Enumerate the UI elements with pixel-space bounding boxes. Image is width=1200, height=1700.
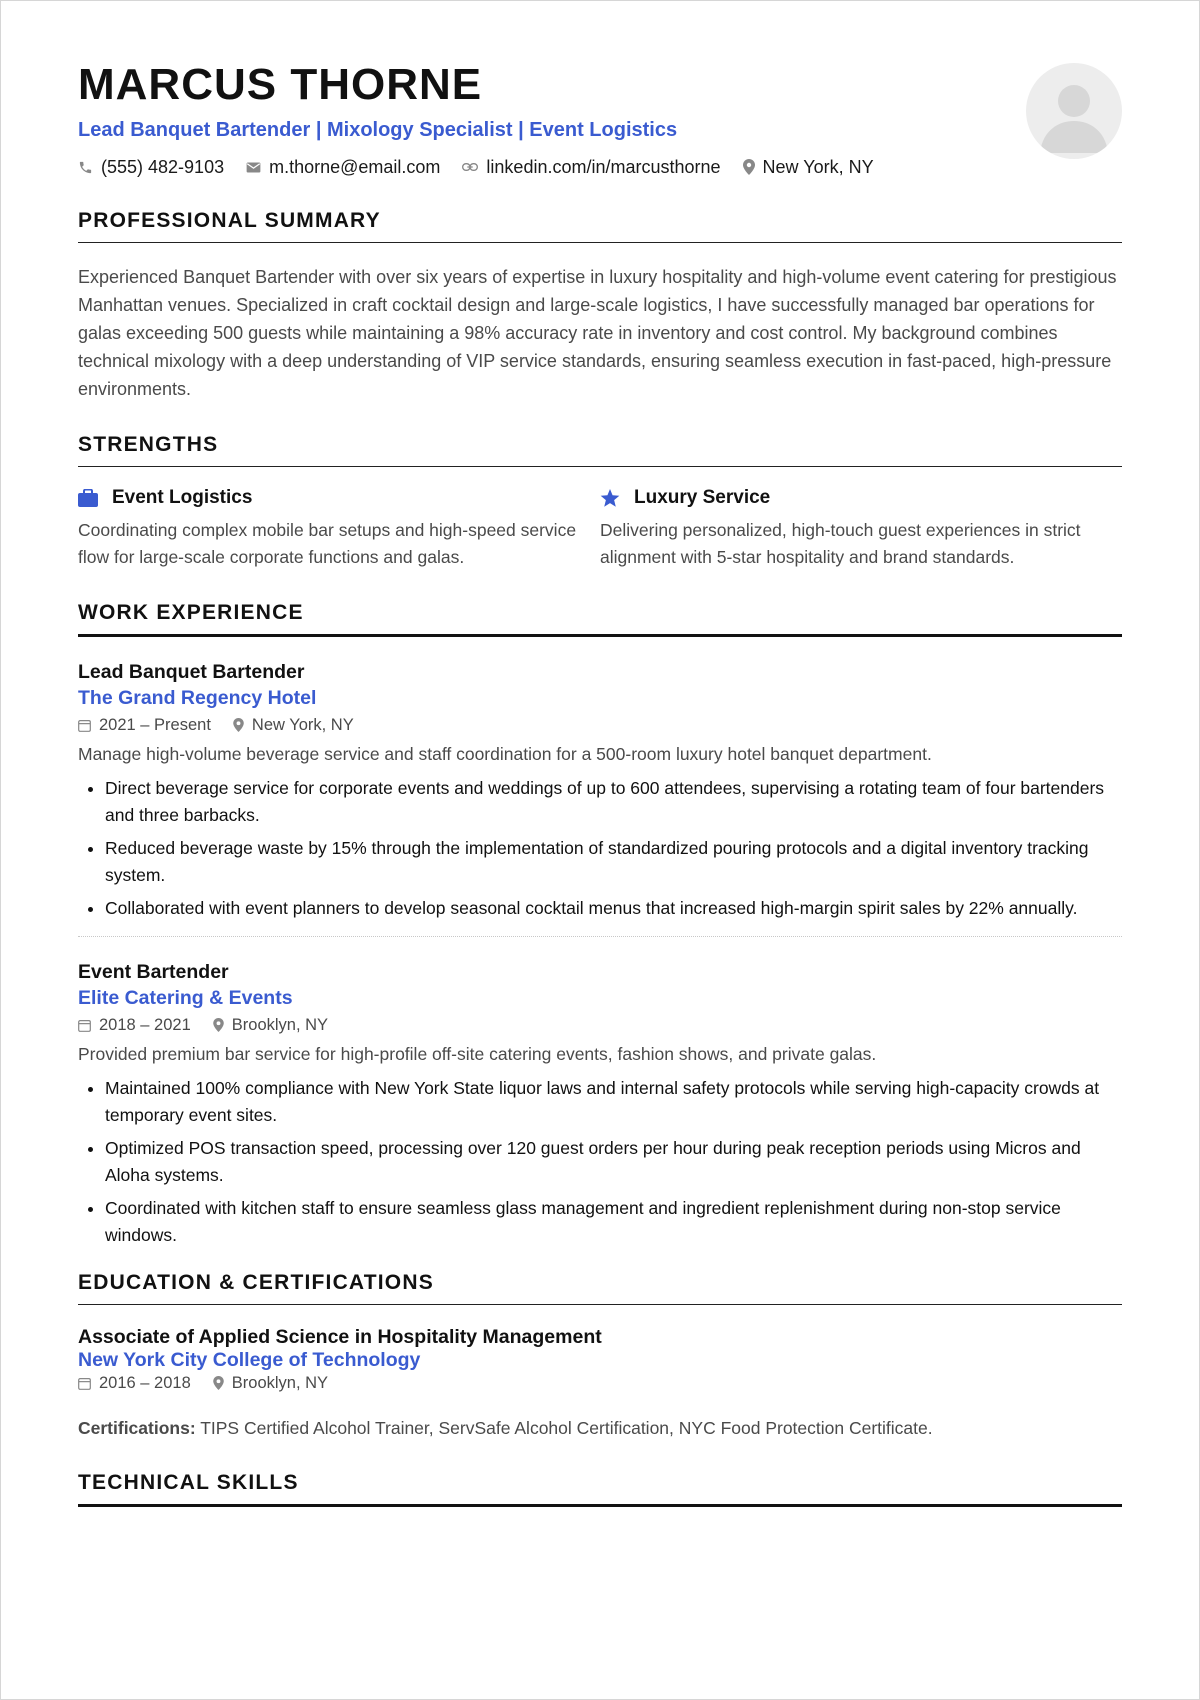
bullet-item: • Coordinated with kitchen staff to ensure seamless glass management and ingredient replenishment during non-stop service windows. <box>105 1195 1122 1249</box>
job-bullets <box>78 1075 1122 1249</box>
candidate-name: MARCUS THORNE <box>78 60 483 109</box>
strengths-grid <box>78 487 1122 571</box>
phone-text: (555) 482-9103 <box>101 157 225 177</box>
certifications-label: Certifications: <box>78 1418 196 1438</box>
summary-heading: PROFESSIONAL SUMMARY <box>78 209 1122 243</box>
strengths-heading: STRENGTHS <box>78 433 1122 467</box>
job-dates: 2018 – 2021 <box>99 1016 191 1034</box>
strengths-section <box>78 433 1122 571</box>
job-title: Lead Banquet Bartender <box>78 661 305 683</box>
strength-item <box>78 487 600 571</box>
strength-label: Event Logistics <box>112 487 253 508</box>
job-entry <box>78 959 1122 1249</box>
certifications <box>78 1415 1122 1441</box>
education-school: New York City College of Technology <box>78 1349 421 1371</box>
calendar-icon <box>78 719 91 732</box>
job-company: The Grand Regency Hotel <box>78 687 317 709</box>
experience-heading: WORK EXPERIENCE <box>78 601 1122 637</box>
job-divider <box>78 936 1122 937</box>
star-icon <box>600 489 620 508</box>
job-entry <box>78 659 1122 922</box>
skills-section <box>78 1471 1122 1507</box>
avatar <box>1026 63 1122 159</box>
briefcase-icon <box>78 489 98 507</box>
skills-heading: TECHNICAL SKILLS <box>78 1471 1122 1507</box>
bullet-item: • Direct beverage service for corporate events and weddings of up to 600 attendees, supervising a rotating team of four bartenders and three barbacks. <box>105 775 1122 829</box>
education-dates: 2016 – 2018 <box>99 1374 191 1392</box>
job-location: Brooklyn, NY <box>231 1016 329 1034</box>
link-icon <box>462 162 478 172</box>
map-pin-icon <box>233 718 244 732</box>
education-section <box>78 1271 1122 1441</box>
resume-header <box>78 59 1122 179</box>
bullet-item: • Optimized POS transaction speed, processing over 120 guest orders per hour during peak reception periods using Micros and Aloha systems. <box>105 1135 1122 1189</box>
education-location: Brooklyn, NY <box>231 1374 329 1392</box>
job-dates: 2021 – Present <box>99 716 211 734</box>
job-meta <box>78 713 1122 737</box>
calendar-icon <box>78 1019 91 1032</box>
map-pin-icon <box>213 1376 224 1390</box>
strength-label: Luxury Service <box>634 487 771 508</box>
job-title: Event Bartender <box>78 961 229 983</box>
summary-text: Experienced Banquet Bartender with over six years of expertise in luxury hospitality and high-volume event catering for prestigious Manhattan venues. Specialized in craft cocktail design and large-scale logistics, I have successfully managed bar operations for galas exceeding 500 guests while maintaining a 98% accuracy rate in inventory and cost control. My background combines technical mixology with a deep understanding of VIP service standards, ensuring seamless execution in fast-paced, high-pressure environments. <box>78 267 1117 399</box>
location-text: New York, NY <box>762 157 874 177</box>
job-location: New York, NY <box>251 716 354 734</box>
job-bullets <box>78 775 1122 922</box>
contact-linkedin[interactable] <box>462 155 720 179</box>
bullet-item: • Maintained 100% compliance with New York State liquor laws and internal safety protocols while serving high-capacity crowds at temporary event sites. <box>105 1075 1122 1129</box>
bullet-item: • Collaborated with event planners to develop seasonal cocktail menus that increased high-margin spirit sales by 22% annually. <box>105 895 1122 922</box>
user-silhouette-icon <box>1026 63 1122 159</box>
job-description: Manage high-volume beverage service and staff coordination for a 500-room luxury hotel banquet department. <box>78 744 932 764</box>
phone-icon <box>78 160 93 175</box>
strength-item <box>600 487 1122 571</box>
contact-location <box>743 155 874 179</box>
certifications-text: TIPS Certified Alcohol Trainer, ServSafe Alcohol Certification, NYC Food Protection Certificate. <box>195 1418 933 1438</box>
candidate-headline: Lead Banquet Bartender | Mixology Specialist | Event Logistics <box>78 119 678 141</box>
summary-section <box>78 209 1122 403</box>
contact-email[interactable] <box>246 155 440 179</box>
job-description: Provided premium bar service for high-profile off-site catering events, fashion shows, and private galas. <box>78 1044 877 1064</box>
job-meta <box>78 1013 1122 1037</box>
calendar-icon <box>78 1377 91 1390</box>
strength-desc: Coordinating complex mobile bar setups and high-speed service flow for large-scale corporate functions and galas. <box>78 520 577 567</box>
bullet-item: • Reduced beverage waste by 15% through the implementation of standardized pouring protocols and a digital inventory tracking system. <box>105 835 1122 889</box>
envelope-icon <box>246 161 261 174</box>
strength-desc: Delivering personalized, high-touch guest experiences in strict alignment with 5-star hospitality and brand standards. <box>600 520 1081 567</box>
contact-row <box>78 155 1122 179</box>
contact-phone <box>78 155 224 179</box>
map-pin-icon <box>213 1018 224 1032</box>
education-meta <box>78 1371 1122 1395</box>
experience-section <box>78 601 1122 1249</box>
education-heading: EDUCATION & CERTIFICATIONS <box>78 1271 1122 1305</box>
email-text: m.thorne@email.com <box>269 157 441 177</box>
job-company: Elite Catering & Events <box>78 987 293 1009</box>
map-pin-icon <box>743 159 755 175</box>
linkedin-text: linkedin.com/in/marcusthorne <box>486 157 721 177</box>
education-degree: Associate of Applied Science in Hospitality Management <box>78 1326 602 1348</box>
